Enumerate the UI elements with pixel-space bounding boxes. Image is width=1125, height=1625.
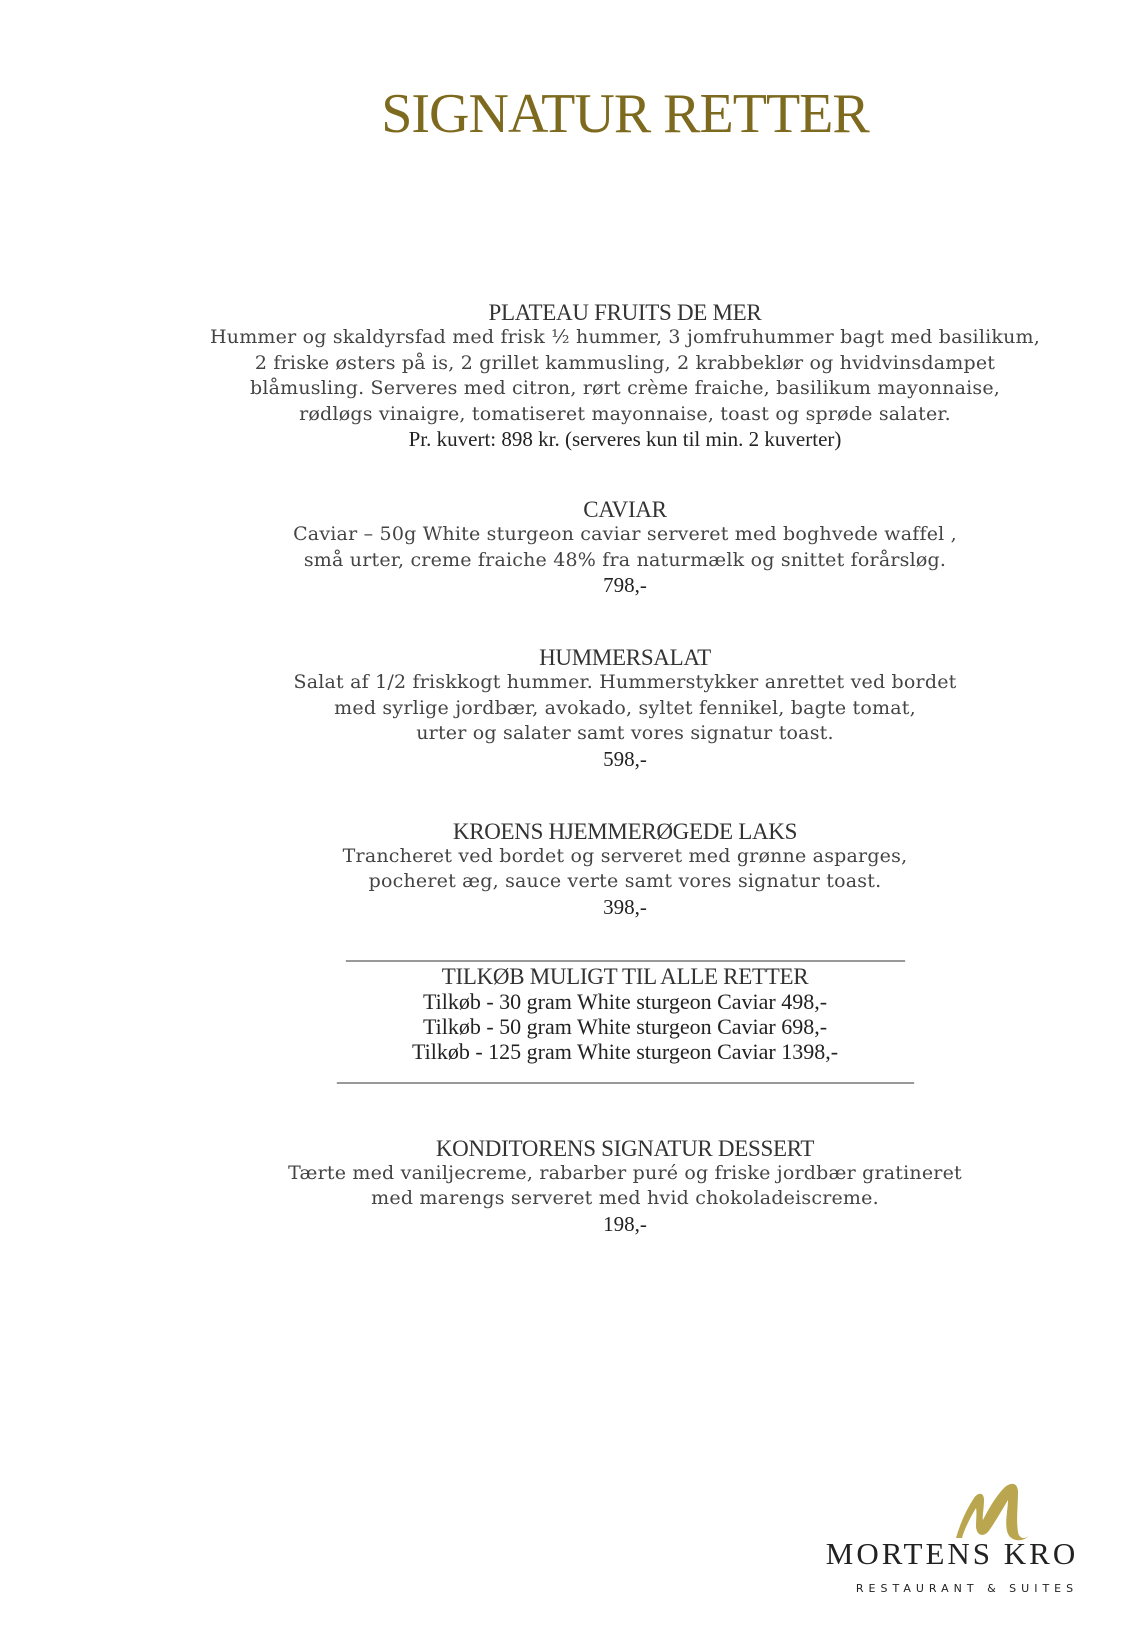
dish-description-line: Hummer og skaldyrsfad med frisk ½ hummer, 3 jomfruhummer bagt med basilikum, xyxy=(209,326,1040,348)
dish-description-line: med syrlige jordbær, avokado, syltet fennikel, bagte tomat, xyxy=(334,696,916,719)
dish-description-line: pocheret æg, sauce verte samt vores signatur toast. xyxy=(368,870,882,892)
dish-hummersalat xyxy=(0,645,1125,772)
dish-description-line: med marengs serveret med hvid chokoladeiscreme. xyxy=(371,1187,879,1209)
dish-description-line: urter og salater samt vores signatur toast. xyxy=(416,722,834,744)
dish-name: KONDITORENS SIGNATUR DESSERT xyxy=(435,1135,815,1161)
brand-logo xyxy=(812,1480,1092,1610)
dish-caviar xyxy=(0,497,1125,598)
dish-description-line: 2 friske østers på is, 2 grillet kammusling, 2 krabbeklør og hvidvinsdampet xyxy=(254,351,996,374)
addon-item: Tilkøb - 30 gram White sturgeon Caviar 498,- xyxy=(422,988,828,1014)
dish-name: KROENS HJEMMERØGEDE LAKS xyxy=(452,818,798,844)
dish-name: CAVIAR xyxy=(583,497,667,522)
dish-description-line: blåmusling. Serveres med citron, rørt crème fraiche, basilikum mayonnaise, xyxy=(249,377,1001,399)
dish-laks xyxy=(0,819,1125,920)
brand-subtitle: RESTAURANT & SUITES xyxy=(855,1582,1079,1595)
dish-description-line: Caviar – 50g White sturgeon caviar serveret med boghvede waffel , xyxy=(293,523,957,545)
brand-name: MORTENS KRO xyxy=(825,1536,1079,1571)
dish-description-line: Tærte med vaniljecreme, rabarber puré og friske jordbær gratineret xyxy=(288,1161,962,1184)
dish-description-line: Trancheret ved bordet og serveret med grønne asparges, xyxy=(342,844,908,867)
divider-bottom: ________________________________________________________________ xyxy=(337,1063,913,1086)
dish-price: Pr. kuvert: 898 kr. (serveres kun til min. 2 kuverter) xyxy=(408,427,842,451)
menu-list xyxy=(0,300,1125,1237)
addons-box xyxy=(0,942,1125,1086)
dish-price: 598,- xyxy=(603,746,647,771)
dish-plateau xyxy=(0,300,1125,452)
addon-item: Tilkøb - 125 gram White sturgeon Caviar 1398,- xyxy=(411,1038,839,1064)
dish-description-line: små urter, creme fraiche 48% fra naturmælk og snittet forårsløg. xyxy=(303,548,947,571)
dish-description-line: Salat af 1/2 friskkogt hummer. Hummerstykker anrettet ved bordet xyxy=(293,671,957,693)
dish-price: 198,- xyxy=(603,1211,647,1236)
logo-mark-path xyxy=(956,1484,1028,1540)
addon-item: Tilkøb - 50 gram White sturgeon Caviar 698,- xyxy=(422,1013,828,1039)
page-title: SIGNATUR RETTER xyxy=(381,83,869,145)
addons-heading: TILKØB MULIGT TIL ALLE RETTER xyxy=(441,963,809,989)
dish-price: 398,- xyxy=(603,894,647,919)
dish-description-line: rødløgs vinaigre, tomatiseret mayonnaise, toast og sprøde salater. xyxy=(299,402,951,425)
m-brushstroke-logo-icon xyxy=(952,1480,1032,1542)
divider-top: ______________________________________________________________ xyxy=(346,941,904,964)
dish-dessert xyxy=(0,1136,1125,1237)
dish-name: HUMMERSALAT xyxy=(539,645,711,670)
dish-name: PLATEAU FRUITS DE MER xyxy=(488,300,762,325)
dish-price: 798,- xyxy=(603,573,647,597)
